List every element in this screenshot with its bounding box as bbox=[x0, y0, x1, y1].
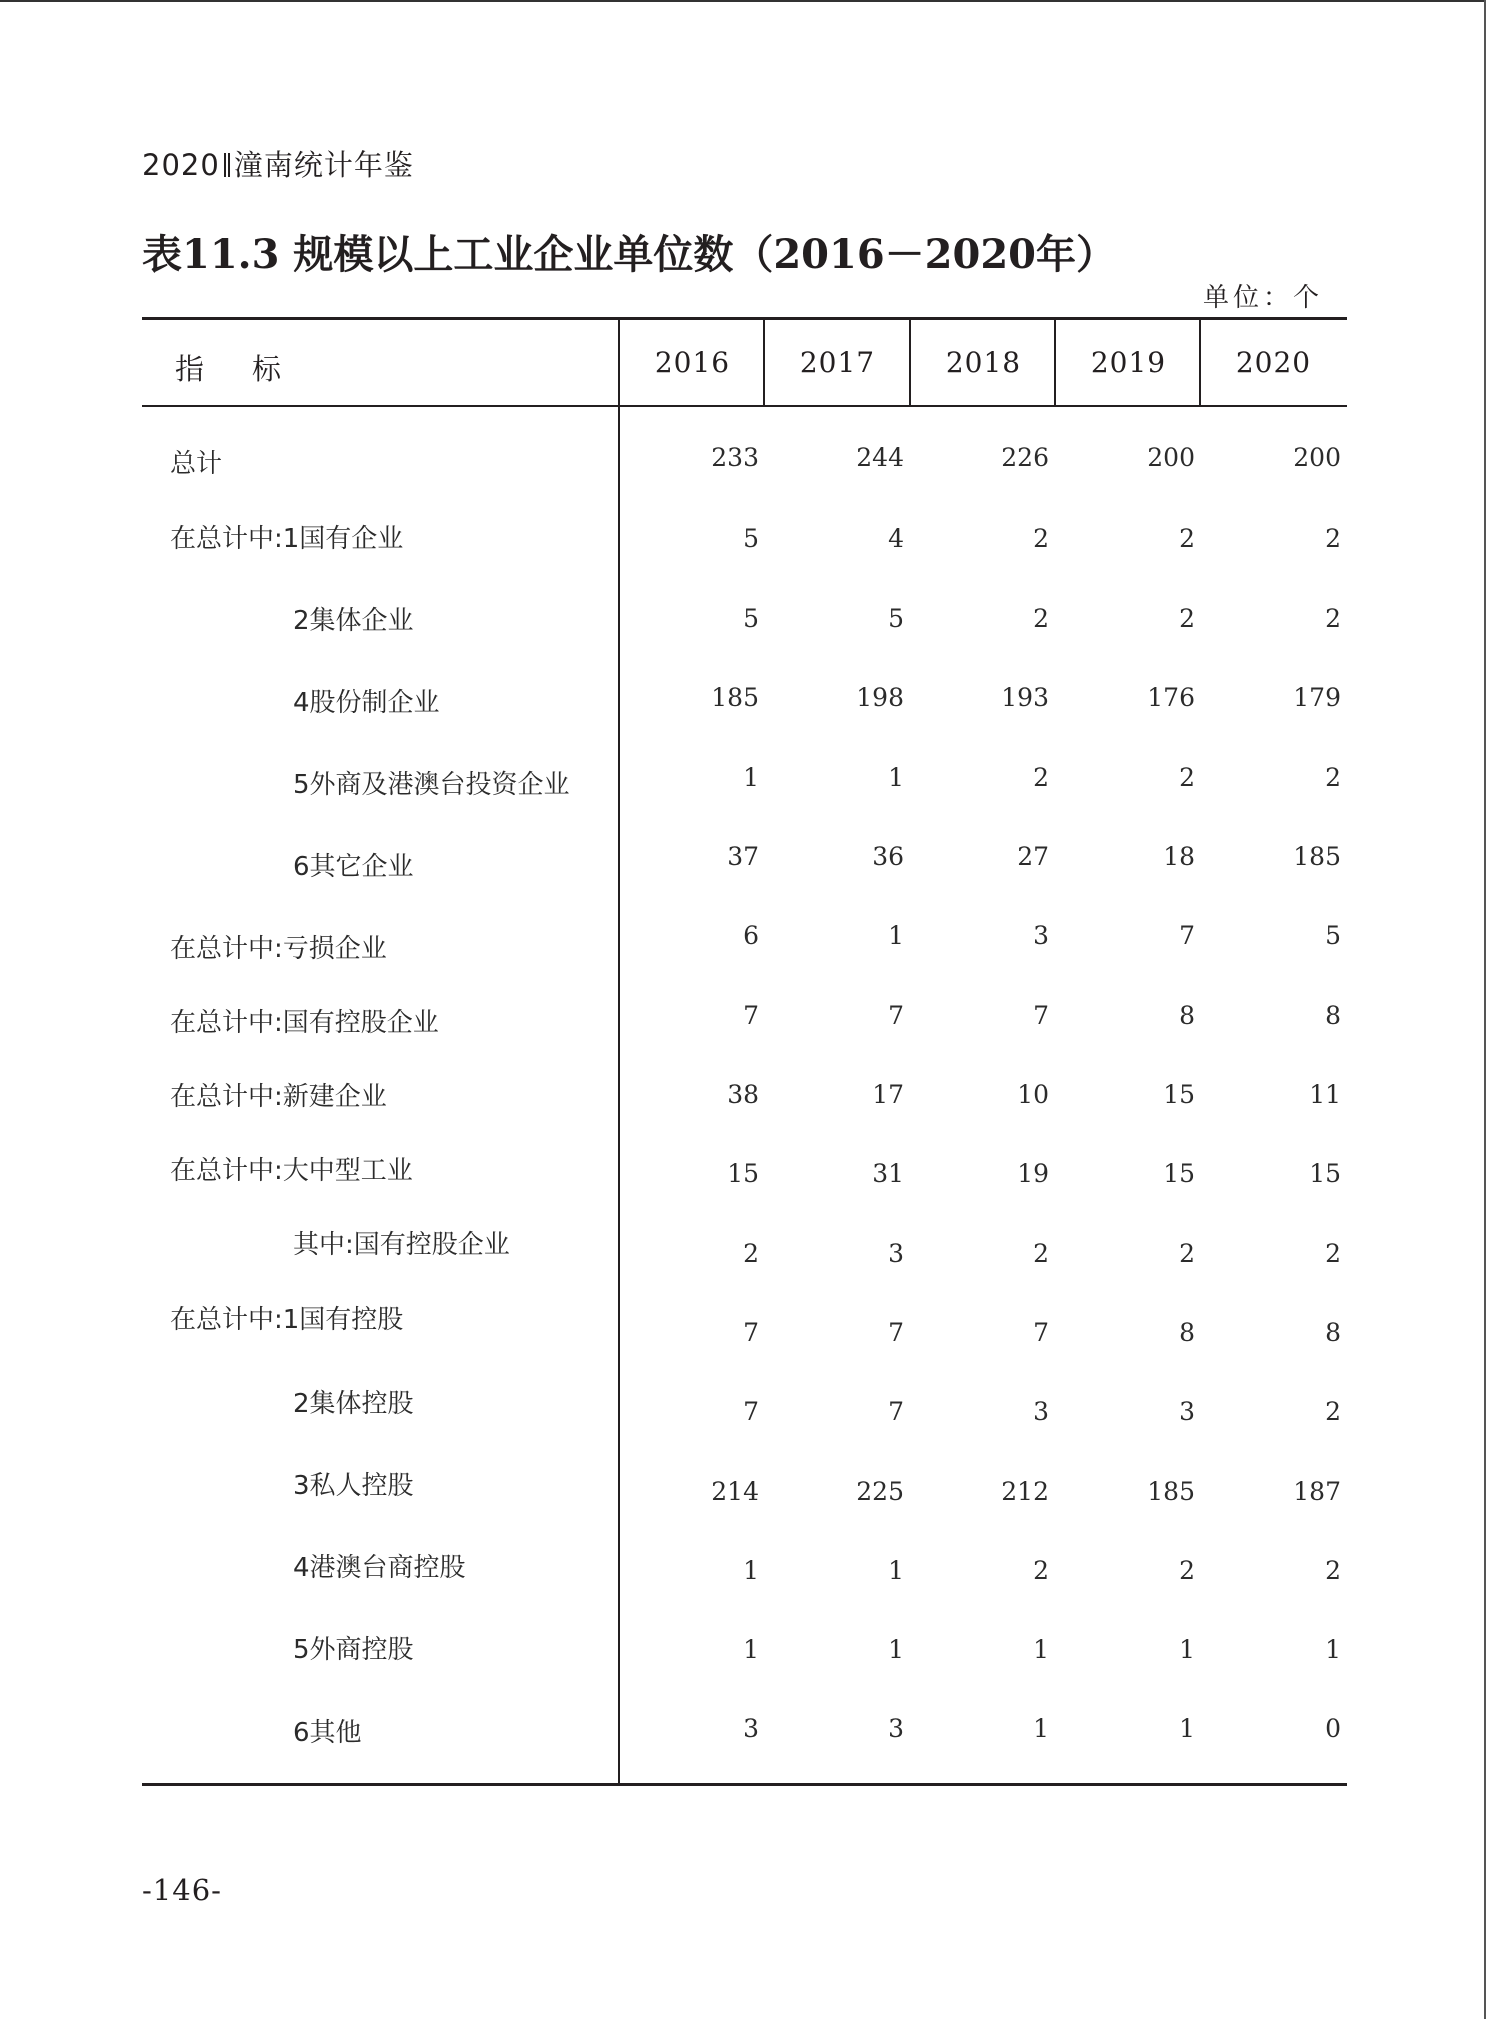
value-cell: 3 bbox=[888, 1239, 904, 1268]
row-label-text: 大中型工业 bbox=[282, 1156, 413, 1186]
value-cell: 185 bbox=[711, 683, 759, 712]
row-label bbox=[293, 600, 414, 637]
value-cell: 8 bbox=[1179, 1001, 1195, 1030]
page-right-border bbox=[1484, 0, 1486, 2019]
value-cell: 2 bbox=[1179, 1556, 1195, 1585]
value-cell: 2 bbox=[1033, 524, 1049, 553]
value-cell: 7 bbox=[743, 1318, 759, 1347]
row-label-text: 4港澳台商控股 bbox=[293, 1553, 466, 1583]
value-cell: 2 bbox=[1325, 1397, 1341, 1426]
value-cell: 187 bbox=[1293, 1477, 1341, 1506]
year-header: 2017 bbox=[799, 346, 876, 379]
value-cell: 1 bbox=[1033, 1635, 1049, 1664]
year-header: 2019 bbox=[1090, 346, 1167, 379]
value-cell: 193 bbox=[1001, 683, 1049, 712]
value-cell: 37 bbox=[727, 842, 759, 871]
row-label-text: 2集体控股 bbox=[293, 1389, 414, 1419]
row-label bbox=[170, 1150, 413, 1187]
value-cell: 1 bbox=[743, 763, 759, 792]
value-cell: 17 bbox=[872, 1080, 904, 1109]
value-cell: 8 bbox=[1325, 1001, 1341, 1030]
value-cell: 15 bbox=[1163, 1159, 1195, 1188]
value-cell: 185 bbox=[1293, 842, 1341, 871]
value-cell: 1 bbox=[743, 1556, 759, 1585]
row-label-text: 4股份制企业 bbox=[293, 688, 440, 718]
value-cell: 4 bbox=[888, 524, 904, 553]
value-cell: 214 bbox=[711, 1477, 759, 1506]
stub-header-char: 标 bbox=[252, 352, 282, 386]
value-cell: 3 bbox=[1033, 1397, 1049, 1426]
value-cell: 1 bbox=[743, 1635, 759, 1664]
row-label-text: 5外商控股 bbox=[293, 1635, 414, 1665]
row-label-text: 国有控股企业 bbox=[282, 1008, 439, 1038]
value-cell: 10 bbox=[1017, 1080, 1049, 1109]
value-cell: 7 bbox=[1033, 1318, 1049, 1347]
row-label-text: 亏损企业 bbox=[282, 934, 387, 964]
year-header: 2016 bbox=[654, 346, 731, 379]
value-cell: 2 bbox=[1179, 604, 1195, 633]
value-cell: 7 bbox=[743, 1001, 759, 1030]
row-label-text: 6其它企业 bbox=[293, 852, 414, 882]
row-label-prefix: 在总计中: bbox=[170, 524, 283, 554]
value-cell: 2 bbox=[1033, 1239, 1049, 1268]
value-cell: 2 bbox=[1033, 763, 1049, 792]
row-label bbox=[293, 764, 570, 801]
value-cell: 2 bbox=[1325, 1239, 1341, 1268]
row-label bbox=[170, 518, 403, 555]
row-label-text: 6其他 bbox=[293, 1718, 362, 1748]
row-label-text: 2集体企业 bbox=[293, 606, 414, 636]
value-cell: 2 bbox=[1179, 1239, 1195, 1268]
value-cell: 198 bbox=[856, 683, 904, 712]
value-cell: 2 bbox=[1325, 1556, 1341, 1585]
value-cell: 1 bbox=[1325, 1635, 1341, 1664]
value-cell: 2 bbox=[1179, 524, 1195, 553]
row-label-prefix: 在总计中: bbox=[170, 1008, 283, 1038]
value-cell: 2 bbox=[1179, 763, 1195, 792]
row-label bbox=[293, 1547, 466, 1584]
header-separator bbox=[224, 153, 230, 177]
value-cell: 0 bbox=[1325, 1714, 1341, 1743]
value-cell: 36 bbox=[872, 842, 904, 871]
value-cell: 6 bbox=[743, 921, 759, 950]
header-book-title: 潼南统计年鉴 bbox=[233, 148, 414, 182]
year-header: 2020 bbox=[1235, 346, 1312, 379]
page-number: -146- bbox=[142, 1873, 222, 1907]
value-cell: 38 bbox=[727, 1080, 759, 1109]
value-cell: 3 bbox=[743, 1714, 759, 1743]
running-header bbox=[142, 143, 414, 184]
row-label-prefix: 在总计中: bbox=[170, 1156, 283, 1186]
row-label-text: 其中:国有控股企业 bbox=[293, 1230, 510, 1260]
header-year: 2020 bbox=[142, 148, 220, 182]
row-label-text: 3私人控股 bbox=[293, 1471, 414, 1501]
row-label-text: 新建企业 bbox=[282, 1082, 387, 1112]
year-header: 2018 bbox=[945, 346, 1022, 379]
value-cell: 27 bbox=[1017, 842, 1049, 871]
row-label-text: 5外商及港澳台投资企业 bbox=[293, 770, 570, 800]
value-cell: 1 bbox=[888, 763, 904, 792]
value-cell: 1 bbox=[888, 921, 904, 950]
value-cell: 200 bbox=[1293, 443, 1341, 472]
value-cell: 18 bbox=[1163, 842, 1195, 871]
row-label bbox=[170, 928, 387, 965]
value-cell: 1 bbox=[888, 1556, 904, 1585]
value-cell: 31 bbox=[872, 1159, 904, 1188]
value-cell: 185 bbox=[1147, 1477, 1195, 1506]
value-cell: 233 bbox=[711, 443, 759, 472]
value-cell: 7 bbox=[743, 1397, 759, 1426]
value-cell: 11 bbox=[1309, 1080, 1341, 1109]
row-label bbox=[293, 1383, 414, 1420]
data-table bbox=[142, 317, 1347, 1786]
value-cell: 7 bbox=[1033, 1001, 1049, 1030]
value-cell: 15 bbox=[1163, 1080, 1195, 1109]
value-cell: 3 bbox=[1179, 1397, 1195, 1426]
row-label bbox=[293, 846, 414, 883]
row-label bbox=[293, 1224, 510, 1261]
row-label bbox=[170, 443, 222, 480]
value-cell: 5 bbox=[888, 604, 904, 633]
value-cell: 179 bbox=[1293, 683, 1341, 712]
value-cell: 19 bbox=[1017, 1159, 1049, 1188]
row-label-text: 1国有控股 bbox=[282, 1305, 404, 1335]
row-label bbox=[170, 1076, 387, 1113]
value-cell: 2 bbox=[1033, 1556, 1049, 1585]
table-title: 表11.3 规模以上工业企业单位数（2016－2020年） bbox=[142, 231, 1117, 278]
unit-label: 单位：个 bbox=[1203, 283, 1324, 313]
value-cell: 5 bbox=[1325, 921, 1341, 950]
value-cell: 7 bbox=[888, 1001, 904, 1030]
value-cell: 3 bbox=[1033, 921, 1049, 950]
value-cell: 3 bbox=[888, 1714, 904, 1743]
row-label bbox=[293, 1465, 414, 1502]
row-label bbox=[170, 1002, 439, 1039]
row-label-text: 1国有企业 bbox=[282, 524, 404, 554]
value-cell: 225 bbox=[856, 1477, 904, 1506]
value-cell: 8 bbox=[1325, 1318, 1341, 1347]
value-cell: 212 bbox=[1001, 1477, 1049, 1506]
page-top-border bbox=[0, 0, 1484, 2]
row-label bbox=[170, 1299, 403, 1336]
stub-header-char: 指 bbox=[175, 352, 205, 386]
value-cell: 1 bbox=[1033, 1714, 1049, 1743]
value-cell: 2 bbox=[1325, 763, 1341, 792]
value-cell: 5 bbox=[743, 524, 759, 553]
value-cell: 15 bbox=[727, 1159, 759, 1188]
value-cell: 1 bbox=[888, 1635, 904, 1664]
row-label bbox=[293, 1712, 362, 1749]
row-label-text: 总计 bbox=[170, 449, 223, 479]
value-cell: 8 bbox=[1179, 1318, 1195, 1347]
row-label-prefix: 在总计中: bbox=[170, 1082, 283, 1112]
row-label bbox=[293, 682, 440, 719]
table-header-rule bbox=[142, 405, 1347, 407]
value-cell: 5 bbox=[743, 604, 759, 633]
value-cell: 7 bbox=[1179, 921, 1195, 950]
row-label-prefix: 在总计中: bbox=[170, 1305, 283, 1335]
value-cell: 15 bbox=[1309, 1159, 1341, 1188]
value-cell: 2 bbox=[1325, 604, 1341, 633]
value-cell: 2 bbox=[1033, 604, 1049, 633]
row-label bbox=[293, 1629, 414, 1666]
value-cell: 200 bbox=[1147, 443, 1195, 472]
value-cell: 7 bbox=[888, 1318, 904, 1347]
value-cell: 176 bbox=[1147, 683, 1195, 712]
value-cell: 7 bbox=[888, 1397, 904, 1426]
value-cell: 2 bbox=[1325, 524, 1341, 553]
value-cell: 1 bbox=[1179, 1635, 1195, 1664]
table-bottom-rule bbox=[142, 1783, 1347, 1786]
value-cell: 1 bbox=[1179, 1714, 1195, 1743]
value-cell: 226 bbox=[1001, 443, 1049, 472]
row-label-prefix: 在总计中: bbox=[170, 934, 283, 964]
value-cell: 244 bbox=[856, 443, 904, 472]
value-cell: 2 bbox=[743, 1239, 759, 1268]
